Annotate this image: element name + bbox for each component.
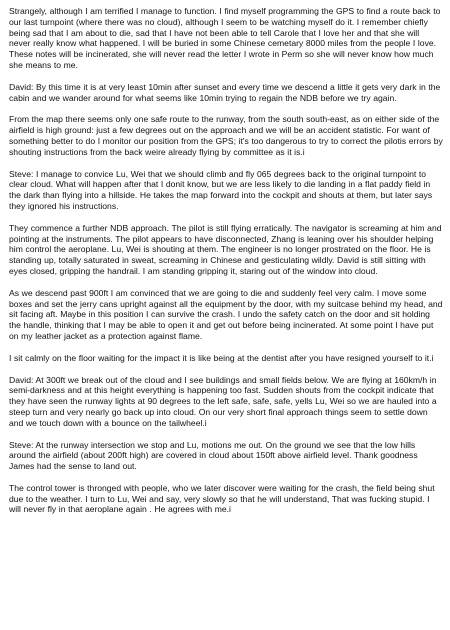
paragraph-safe-route: From the map there seems only one safe route to the runway, from the south south-east, as on either side of the airfield is high ground: just a few degrees out on the approach and we will be an accident statistic. For want of something better to do I monitor our position from the GPS; it's too dangerous to try to correct the pilotis errors by shouting instructions from the back weire already flying by committee as it is.i <box>9 114 443 157</box>
document-page <box>9 6 443 526</box>
paragraph-control-tower: The control tower is thronged with people, who we later discover were waiting for the crash, the field being shut due to the weather. I turn to Lu, Wei and say, very slowly so that he will understand, That was fucking stupid. I will never fly in that aeroplane again . He agrees with me.i <box>9 482 435 515</box>
paragraph-david-sunset: David: By this time it is at very least 10min after sunset and every time we descend a little it gets very dark in the cabin and we wander around for what seems like 10min trying to regain the NDB before we try again. <box>9 81 441 103</box>
paragraph-gps-route: Strangely, although I am terrified I manage to function. I find myself programming the GPS to find a route back to our last turnpoint (where there was no cloud), although I seem to be watching myself do it. I remember chiefly being sad that I am about to die, sad that I have not been able to tell Carole that I love her and that she will never really know what happened. I will be buried in some Chinese cemetary 8000 miles from the people I love. These notes will be incinerated, she will never read the letter I wrote in Perm so she will never know how much she means to me. <box>9 6 441 70</box>
paragraph-ndb-approach: They commence a further NDB approach. The pilot is still flying erratically. The navigator is screaming at him and pointing at the instruments. The pilot appears to have disconnected, Zhang is leaning over his shoulder helping him control the aeroplane. Lu, Wei is shouting at them. The engineer is no longer prostrated on the floor. He is standing up, totally saturated in sweat, screaming in Chinese and gesticulating wildly. David is still sitting with eyes closed, gripping the handrail. I am standing gripping it, staring out of the window into cloud. <box>9 222 442 276</box>
paragraph-sit-calmly: I sit calmly on the floor waiting for the impact it is like being at the dentist after you have resigned yourself to it.i <box>9 352 434 363</box>
paragraph-david-300ft: David: At 300ft we break out of the cloud and I see buildings and small fields below. We are flying at 160km/h in semi-darkness and at this height everything is happening too fast. Sudden shouts from the cockpit indicate that they have seen the runway lights at 90 degrees to the left safe, safe, safe, yells Lu, Wei so we are hauled into a steep turn and very nearly go back up into cloud. On our very short final approach things seem to settle down and we touch down with a bounce on the tailwheel.i <box>9 374 437 428</box>
paragraph-descend-900ft: As we descend past 900ft I am convinced that we are going to die and suddenly feel very calm. I move some boxes and set the jerry cans upright against all the equipment by the door, with my suitcase behind my head, and sit facing aft. Maybe in this position I can survive the crash. I undo the safety catch on the door and sit holding the handle, thinking that I may be able to open it and get out before being incinerated. At some point I have put on my leather jacket as a protection against flame. <box>9 287 443 341</box>
paragraph-runway-intersection: Steve: At the runway intersection we stop and Lu, motions me out. On the ground we see that the low hills around the airfield (about 200ft high) are covered in cloud about 150ft above airfield level. Thank goodness James had the sense to land out. <box>9 439 418 472</box>
paragraph-steve-climb: Steve: I manage to convice Lu, Wei that we should climb and fly 065 degrees back to the original turnpoint to clear cloud. What will happen after that I donit know, but we are less likely to die landing in a flat paddy field in the dark than flying into a hillside. He takes the map forward into the cockpit and shouts at them, but later says they ignored his instructions. <box>9 168 433 211</box>
